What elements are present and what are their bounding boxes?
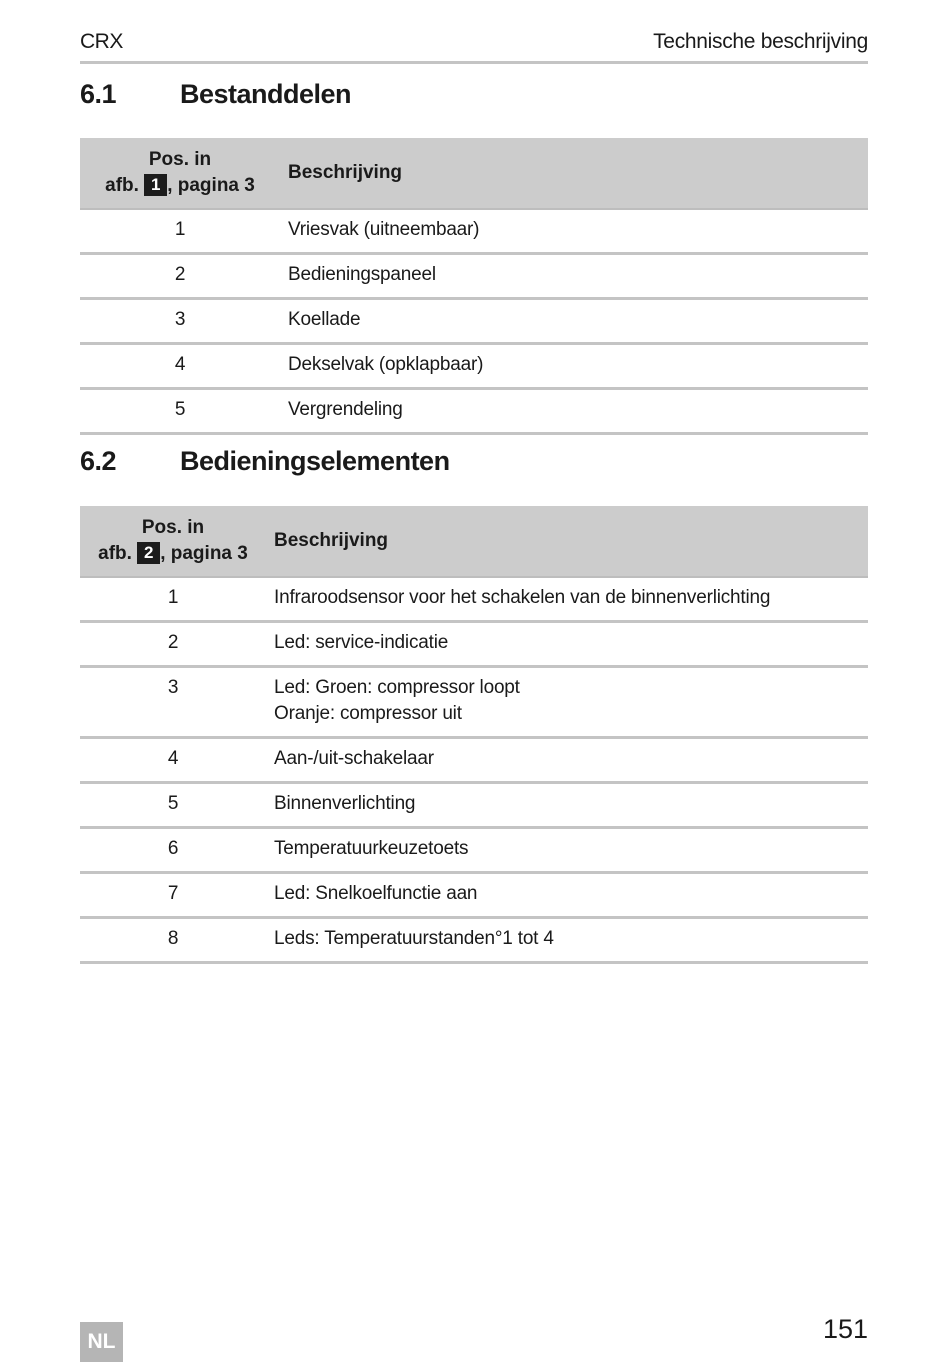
row-description: Led: service-indicatie — [266, 622, 868, 667]
pos-header-page: , pagina 3 — [167, 175, 255, 196]
row-position: 3 — [80, 667, 266, 738]
table-row — [80, 783, 868, 828]
row-position: 6 — [80, 828, 266, 873]
pos-header-afb: afb. — [98, 543, 132, 564]
column-header-description: Beschrijving — [266, 506, 868, 577]
row-position: 3 — [80, 299, 280, 344]
table-row — [80, 389, 868, 434]
column-header-position — [80, 138, 280, 209]
table-row — [80, 577, 868, 622]
column-header-position — [80, 506, 266, 577]
row-position: 5 — [80, 389, 280, 434]
pos-header-line1: Pos. in — [148, 149, 212, 170]
row-position: 1 — [80, 209, 280, 254]
row-description: Vriesvak (uitneembaar) — [280, 209, 868, 254]
pos-header-afb: afb. — [105, 175, 139, 196]
row-description: Bedieningspaneel — [280, 254, 868, 299]
header-chapter: Technische beschrijving — [653, 30, 868, 53]
row-description: Led: Snelkoelfunctie aan — [266, 873, 868, 918]
table-row — [80, 344, 868, 389]
section-heading-6-1 — [80, 79, 351, 110]
row-position: 7 — [80, 873, 266, 918]
pos-header-line1: Pos. in — [141, 517, 205, 538]
row-position: 1 — [80, 577, 266, 622]
table-row — [80, 209, 868, 254]
table-row — [80, 622, 868, 667]
section-number: 6.2 — [80, 446, 117, 476]
column-header-description: Beschrijving — [280, 138, 868, 209]
row-position: 5 — [80, 783, 266, 828]
controls-table — [80, 506, 868, 964]
pos-header-page: , pagina 3 — [160, 543, 248, 564]
row-description: Temperatuurkeuzetoets — [266, 828, 868, 873]
row-position: 8 — [80, 918, 266, 963]
page-number: 151 — [822, 1314, 868, 1344]
row-position: 4 — [80, 344, 280, 389]
row-description: Binnenverlichting — [266, 783, 868, 828]
row-position: 2 — [80, 254, 280, 299]
row-description: Vergrendeling — [280, 389, 868, 434]
table-header-row — [80, 138, 868, 209]
section-heading-6-2 — [80, 446, 450, 477]
section-title: Bestanddelen — [180, 79, 352, 109]
section-title: Bedieningselementen — [180, 446, 450, 476]
table-row — [80, 828, 868, 873]
table-row — [80, 299, 868, 344]
table-header-row — [80, 506, 868, 577]
row-position: 2 — [80, 622, 266, 667]
row-description: Led: Groen: compressor loopt Oranje: compressor uit — [266, 667, 868, 738]
row-description: Aan-/uit-schakelaar — [266, 738, 868, 783]
figure-number-badge: 2 — [137, 542, 160, 564]
header-model: CRX — [80, 30, 123, 53]
row-description: Dekselvak (opklapbaar) — [280, 344, 868, 389]
table-row — [80, 667, 868, 738]
table-row — [80, 738, 868, 783]
table-row — [80, 873, 868, 918]
figure-number-badge: 1 — [144, 174, 167, 196]
row-position: 4 — [80, 738, 266, 783]
row-description: Leds: Temperatuurstanden°1 tot 4 — [266, 918, 868, 963]
running-header — [80, 30, 868, 64]
section-number: 6.1 — [80, 79, 117, 109]
language-tab: NL — [80, 1322, 123, 1362]
table-row — [80, 254, 868, 299]
table-row — [80, 918, 868, 963]
row-description: Infraroodsensor voor het schakelen van de binnenverlichting — [266, 577, 868, 622]
components-table — [80, 138, 868, 435]
row-description: Koellade — [280, 299, 868, 344]
